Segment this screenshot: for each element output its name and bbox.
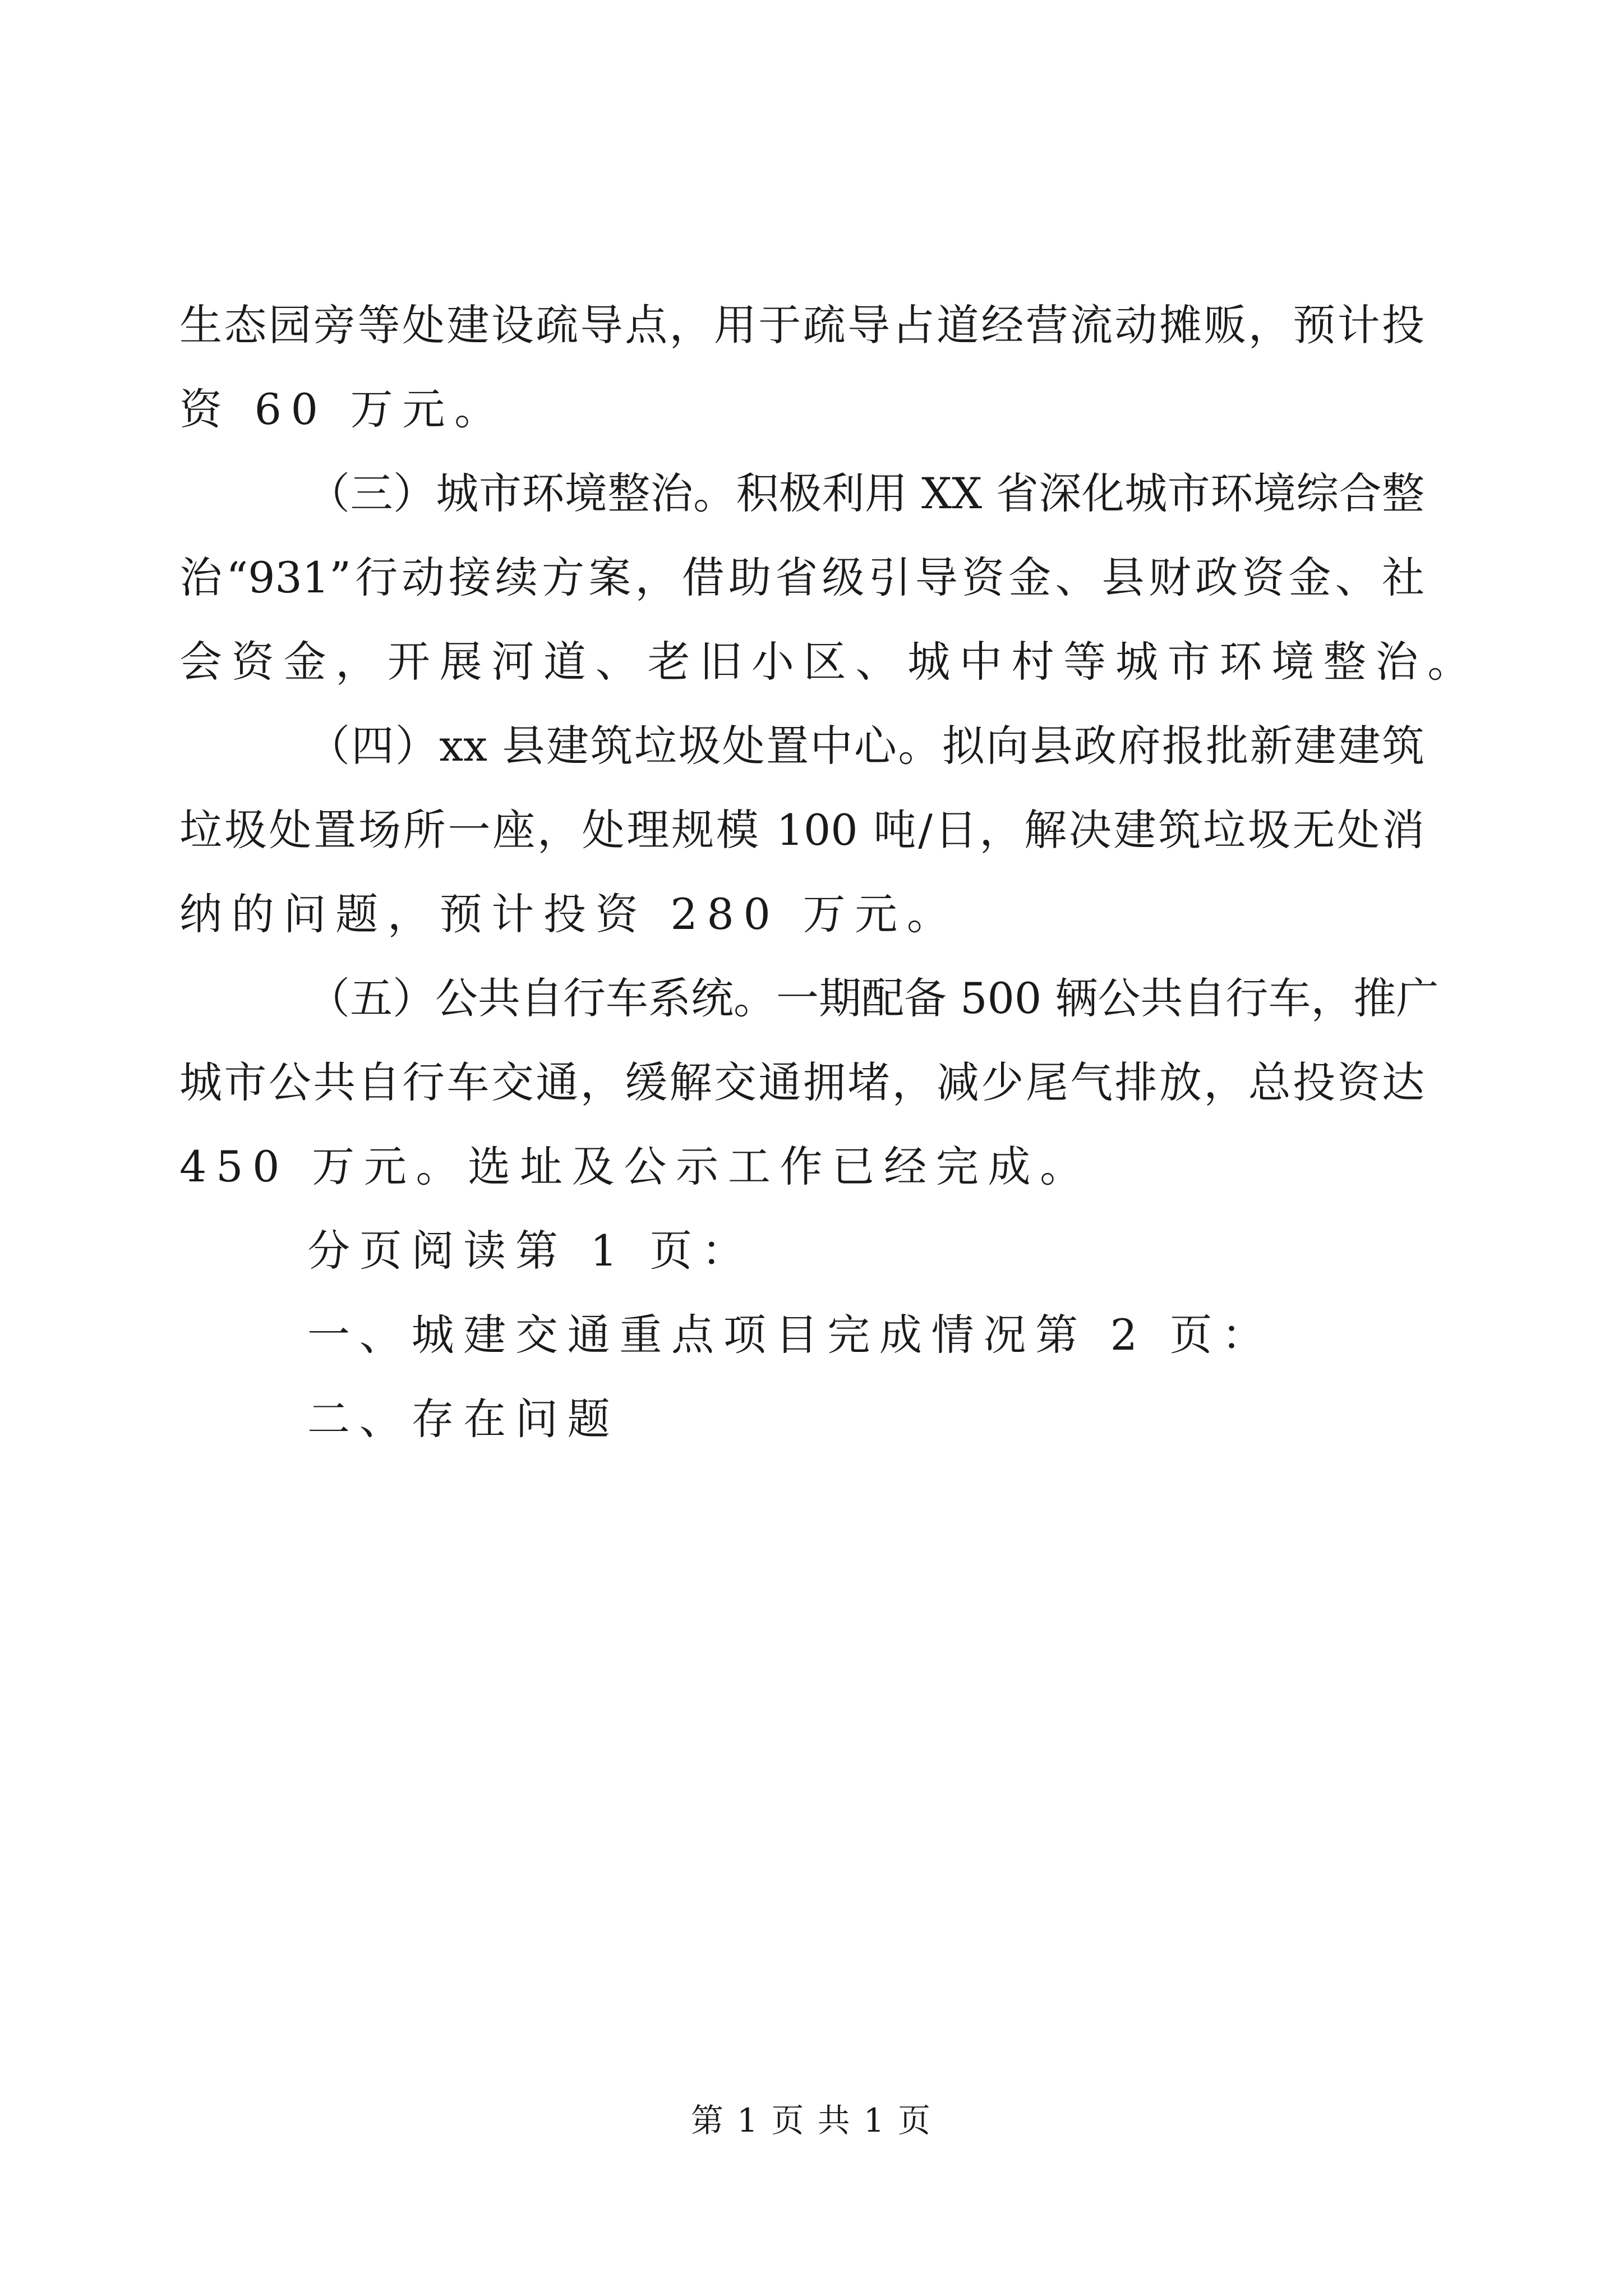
section-heading-line: （四）xx 县建筑垃圾处置中心。拟向县政府报批新建建筑	[307, 721, 1424, 771]
paragraph-line: 生态园旁等处建设疏导点，用于疏导占道经营流动摊贩，预计投	[179, 300, 1424, 350]
pagination-line: 分页阅读第 1 页：	[307, 1226, 754, 1276]
paragraph-line: 会资金，开展河道、老旧小区、城中村等城市环境整治。	[179, 637, 1479, 687]
section-heading-line: （五）公共自行车系统。一期配备 500 辆公共自行车，推广	[307, 973, 1439, 1023]
paragraph-line: 治“931”行动接续方案，借助省级引导资金、县财政资金、社	[179, 553, 1424, 602]
paragraph-line: 450 万元。选址及公示工作已经完成。	[179, 1142, 1092, 1191]
pagination-line: 一、城建交通重点项目完成情况第 2 页：	[307, 1310, 1274, 1360]
page-footer: 第 1 页 共 1 页	[691, 2101, 932, 2139]
paragraph-line: 城市公共自行车交通，缓解交通拥堵，减少尾气排放，总投资达	[179, 1057, 1424, 1107]
paragraph-line: 资 60 万元。	[179, 384, 506, 434]
paragraph-line: 纳的问题，预计投资 280 万元。	[179, 889, 959, 939]
pagination-line: 二、存在问题	[307, 1394, 620, 1444]
paragraph-line: 垃圾处置场所一座，处理规模 100 吨/日，解决建筑垃圾无处消	[179, 805, 1424, 855]
section-heading-line: （三）城市环境整治。积极利用 XX 省深化城市环境综合整	[307, 468, 1424, 518]
document-body	[179, 283, 1479, 1461]
